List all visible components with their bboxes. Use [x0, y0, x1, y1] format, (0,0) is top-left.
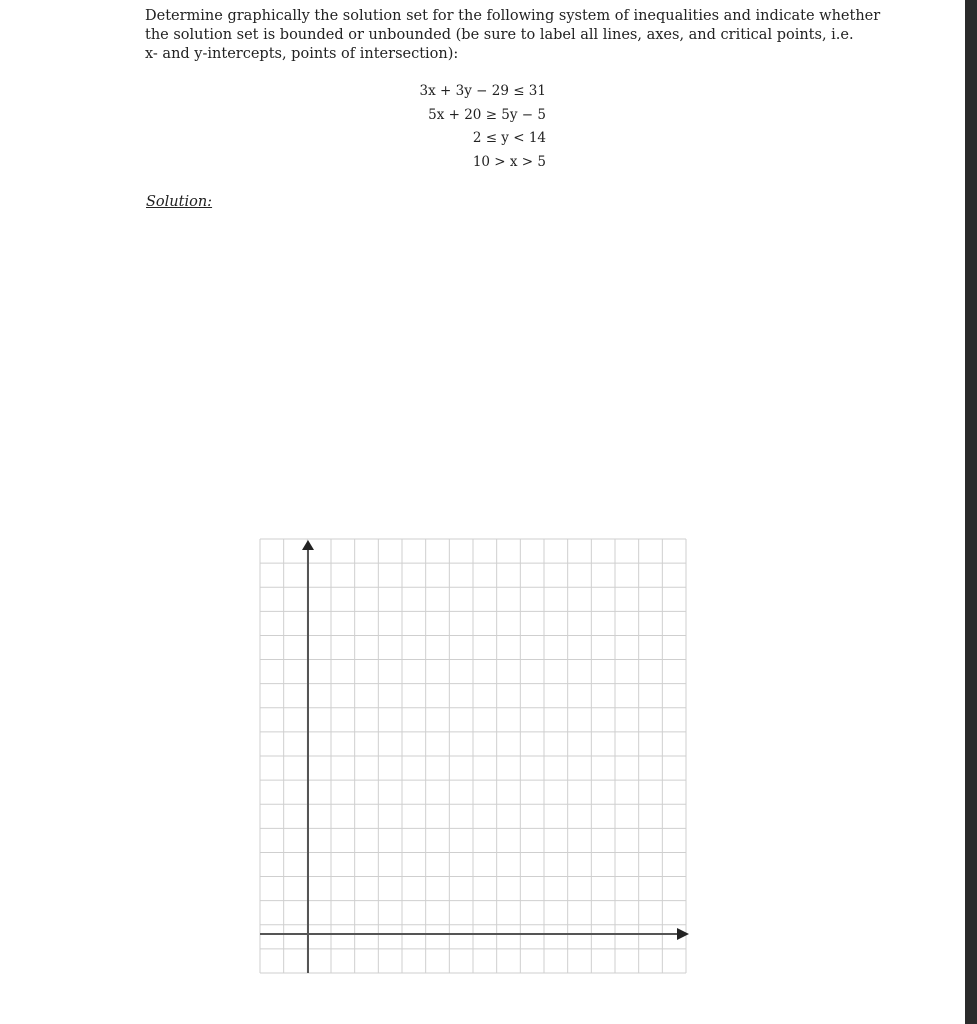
inequality-system	[400, 80, 546, 174]
problem-line-2: the solution set is bounded or unbounded (be sure to label all lines, axes, and critical points, i.e.	[145, 27, 854, 43]
grid-lines	[260, 539, 686, 973]
problem-line-1: Determine graphically the solution set for the following system of inequalities and indicate whether	[145, 8, 881, 24]
x-axis	[260, 928, 689, 940]
inequality-4: 10 > x > 5	[472, 153, 546, 170]
inequality-3: 2 ≤ y < 14	[472, 130, 546, 146]
problem-statement	[145, 7, 881, 64]
inequality-1: 3x + 3y − 29 ≤ 31	[419, 83, 546, 99]
x-axis-arrow-icon	[677, 928, 689, 940]
blank-graph-grid	[256, 533, 692, 981]
problem-line-3: x- and y-intercepts, points of intersection):	[145, 46, 459, 62]
inequality-2: 5x + 20 ≥ 5y − 5	[428, 106, 546, 123]
y-axis-arrow-icon	[302, 540, 314, 550]
solution-label: Solution:	[146, 194, 213, 210]
scrollbar[interactable]	[965, 0, 977, 1024]
